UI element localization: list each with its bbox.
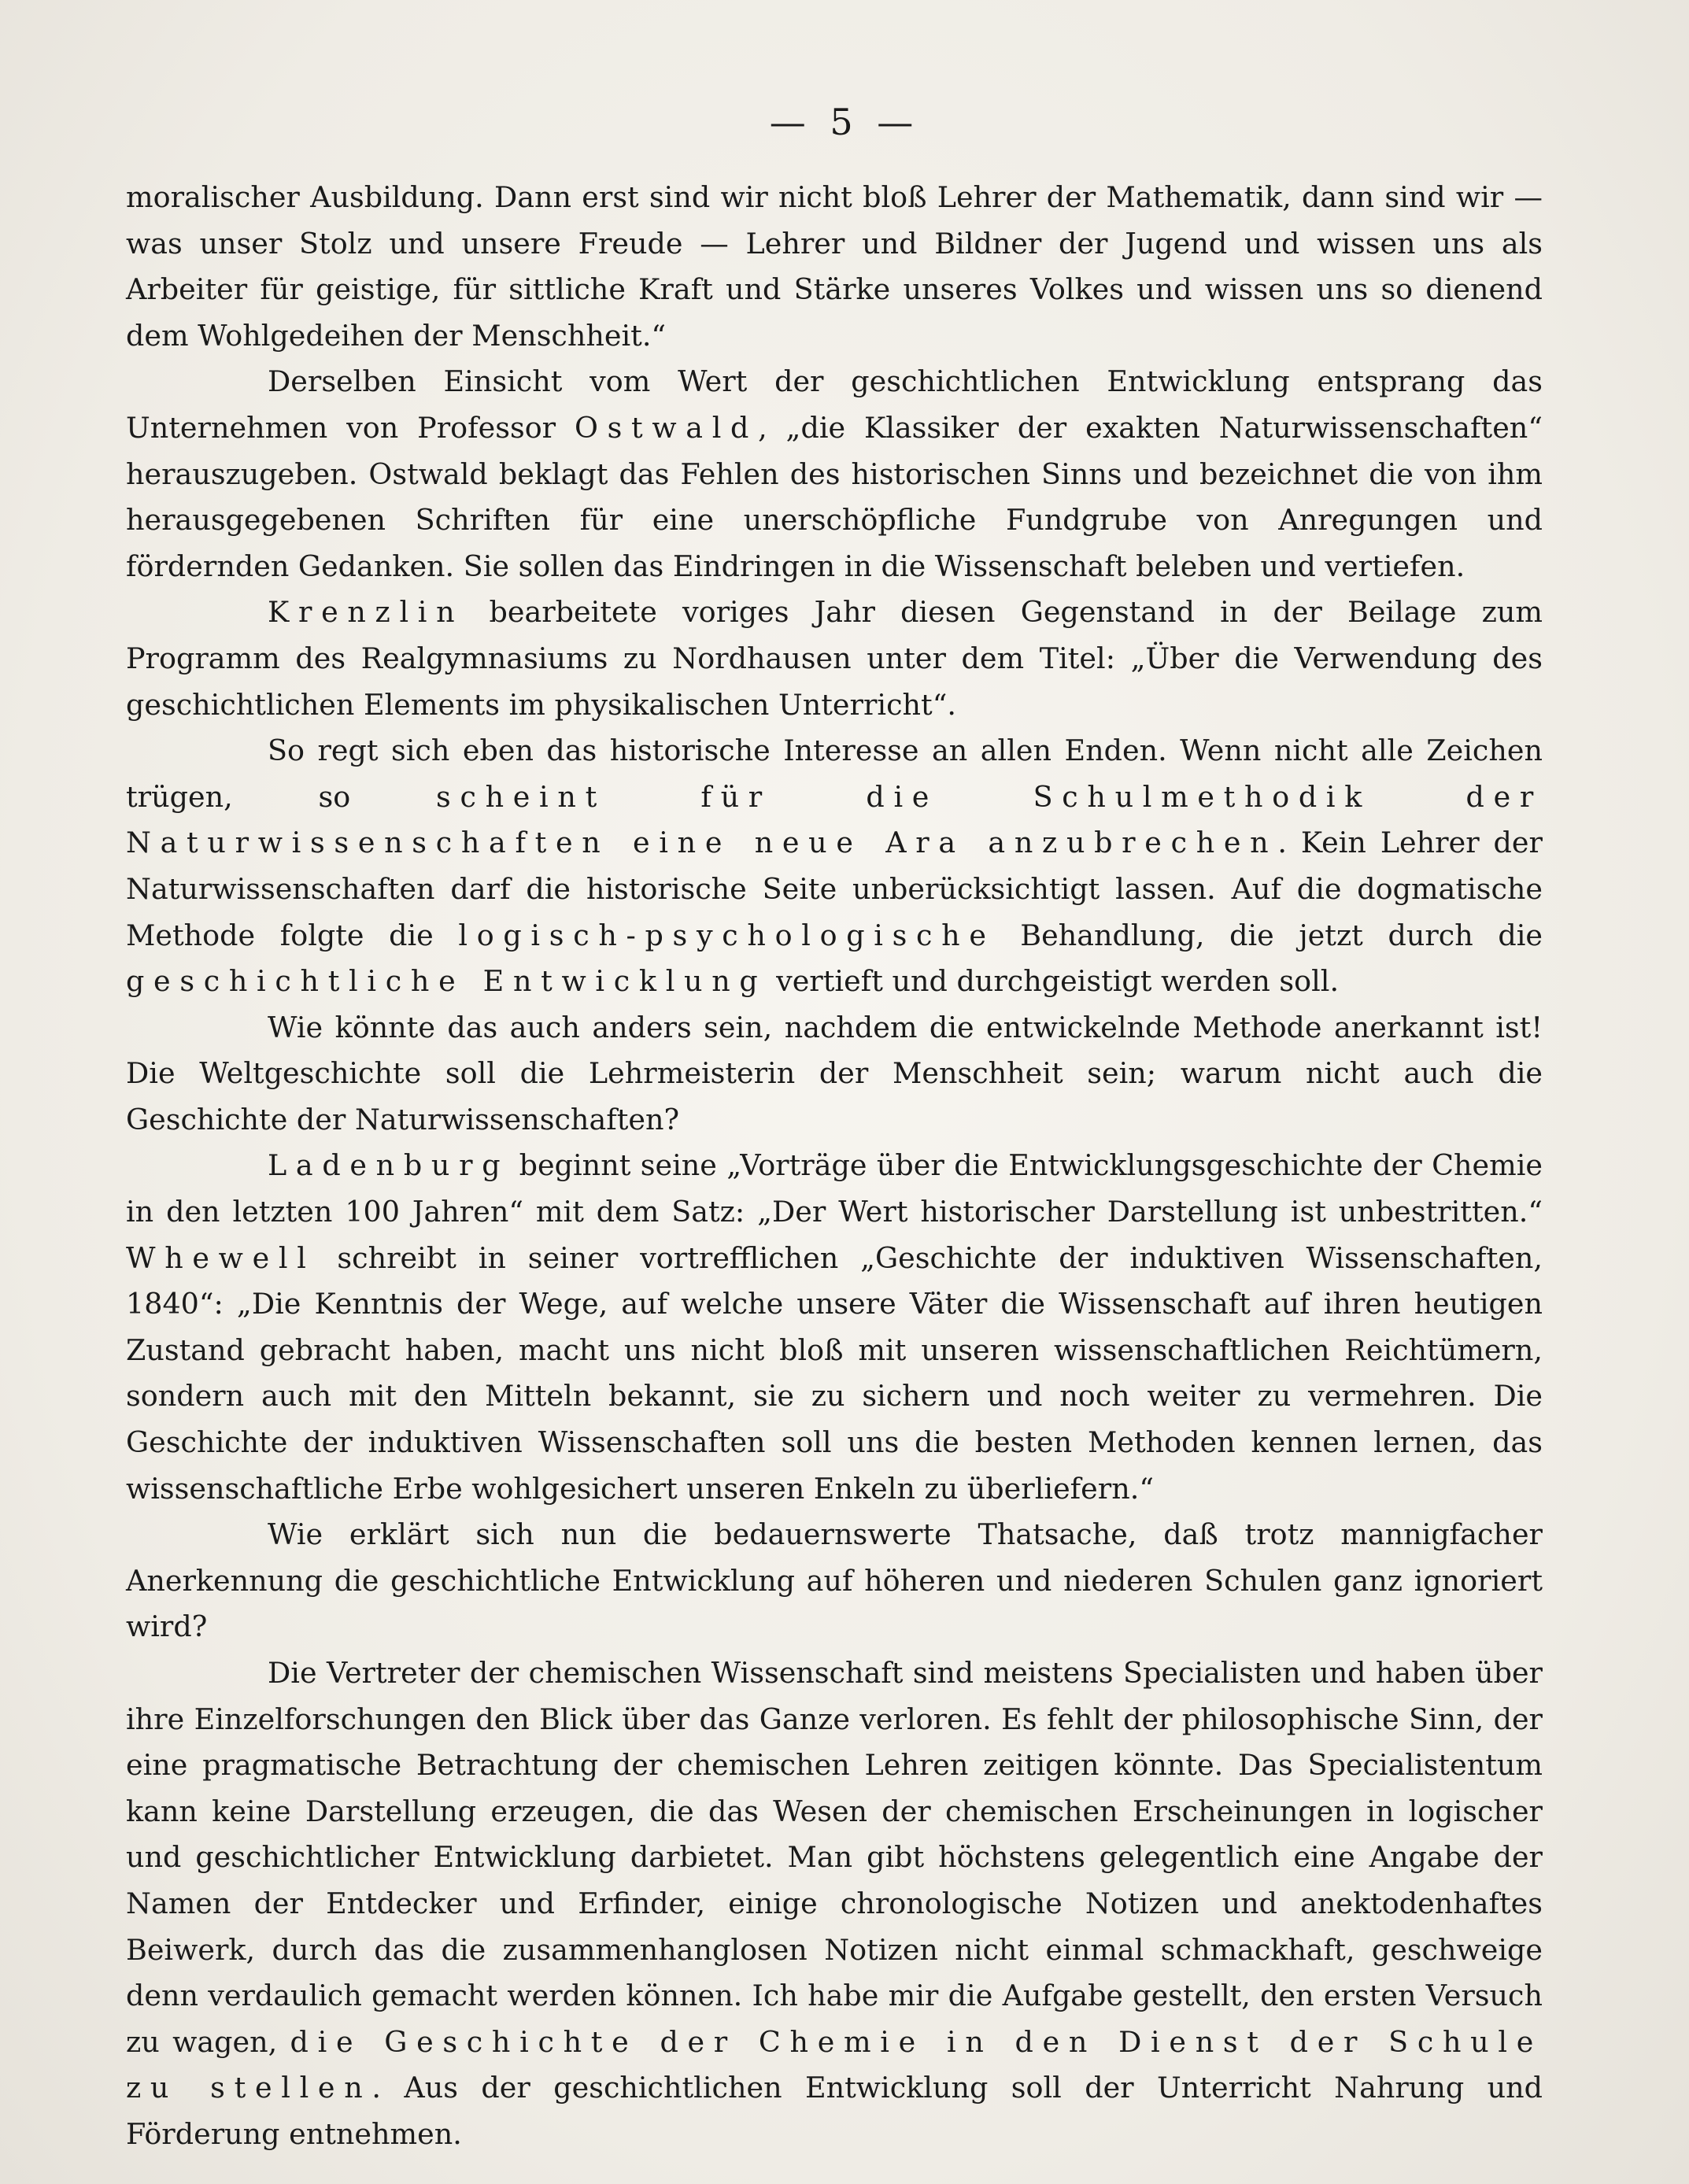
emphasized-text: logisch-psychologische	[458, 918, 996, 952]
emphasized-text: Ostwald	[574, 410, 759, 445]
text-run: Wie könnte das auch anders sein, nachdem die entwickelnde Methode anerkannt ist! Die Weltgeschichte soll die Lehrmeisterin der Menschheit sein; warum nicht auch die Geschichte der Naturwissenschaften?	[126, 1010, 1543, 1136]
emphasized-text: Krenzlin	[268, 595, 464, 630]
paragraph	[126, 728, 1543, 1005]
text-run: Wie erklärt sich nun die bedauernswerte Thatsache, daß trotz mannigfacher Anerkennung die geschichtliche Entwicklung auf höheren und niederen Schulen ganz ignoriert wird?	[126, 1517, 1543, 1644]
text-run: Derselben Einsicht vom Wert der geschichtlichen Entwicklung entsprang das Unternehmen von Professor	[126, 364, 1543, 445]
text-run: So regt sich eben das historische Interesse an allen Enden. Wenn nicht alle Zeichen trügen, so	[126, 734, 1543, 814]
paragraph	[126, 1512, 1543, 1650]
paragraph	[126, 1143, 1543, 1512]
paragraph	[126, 359, 1543, 589]
text-run: vertieft und durchgeistigt werden soll.	[767, 964, 1340, 999]
text-run: Die Vertreter der chemischen Wissenschaft sind meistens Specialisten und haben über ihre Einzelforschungen den Blick über das Ganze verloren. Es fehlt der philosophische Sinn, der eine pragmatische Betrachtung der chemischen Lehren zeitigen könnte. Das Specialistentum kann keine Darstellung erzeugen, die das Wesen der chemischen Erscheinungen in logischer und geschichtlicher Entwicklung darbietet. Man gibt höchstens gelegentlich eine Angabe der Namen der Entdecker und Erfinder, einige chronologische Notizen und anektodenhaftes Beiwerk, durch das die zusammenhanglosen Notizen nicht einmal schmackhaft, geschweige denn verdaulich gemacht werden können. Ich habe mir die Aufgabe gestellt, den ersten Versuch zu wagen,	[126, 1656, 1543, 2059]
emphasized-text: Whewell	[126, 1240, 316, 1275]
text-run: moralischer Ausbildung. Dann erst sind wir nicht bloß Lehrer der Mathematik, dann sind wir — was unser Stolz und unsere Freude — Lehrer und Bildner der Jugend und wissen uns als Arbeiter für geistige, für sittliche Kraft und Stärke unseres Volkes und wissen uns so dienend dem Wohlgedeihen der Menschheit.“	[126, 180, 1543, 353]
paragraph	[126, 589, 1543, 728]
paragraph	[126, 1005, 1543, 1144]
text-run: beginnt seine „Vorträge über die Entwicklungsgeschichte der Chemie in den letzten 100 Jahren“ mit dem Satz: „Der Wert historischer Darstellung ist unbestritten.“	[126, 1148, 1543, 1229]
emphasized-text: die Geschichte der Chemie in den Dienst der Schule zu stellen	[126, 2024, 1543, 2105]
text-run: . Aus der geschichtlichen Entwicklung soll der Unterricht Nahrung und Förderung entnehmen.	[126, 2071, 1543, 2151]
text-run: schreibt in seiner vortrefflichen „Geschichte der induktiven Wissenschaften, 1840“: „Die Kenntnis der Wege, auf welche unsere Väter die Wissenschaft auf ihren heutigen Zustand gebracht haben, macht uns nicht bloß mit unseren wissenschaftlichen Reichtümern, sondern auch mit den Mitteln bekannt, sie zu sichern und noch weiter zu vermehren. Die Geschichte der induktiven Wissenschaften soll uns die besten Methoden kennen lernen, das wissenschaftliche Erbe wohlgesichert unseren Enkeln zu überliefern.“	[126, 1240, 1543, 1506]
body-text	[126, 175, 1543, 2158]
text-run: bearbeitete voriges Jahr diesen Gegenstand in der Beilage zum Programm des Realgymnasiums zu Nordhausen unter dem Titel: „Über die Verwendung des geschichtlichen Elements im physikalischen Unterricht“.	[126, 595, 1543, 722]
page-number: — 5 —	[769, 101, 920, 143]
emphasized-text: geschichtliche Entwicklung	[126, 964, 767, 999]
paragraph	[126, 175, 1543, 359]
emphasized-text: Ladenburg	[268, 1148, 510, 1183]
emphasized-text: scheint für die Schulmethodik der Naturwissenschaften eine neue Ara anzubrechen	[126, 779, 1543, 860]
text-run: . Kein Lehrer der Naturwissenschaften darf die historische Seite unberücksichtigt lassen. Auf die dogmatische Methode folgte die	[126, 826, 1543, 952]
text-run: , „die Klassiker der exakten Naturwissenschaften“ herauszugeben. Ostwald beklagt das Fehlen des historischen Sinns und bezeichnet die von ihm herausgegebenen Schriften für eine unerschöpfliche Fundgrube von Anregungen und fördernden Gedanken. Sie sollen das Eindringen in die Wissenschaft beleben und vertiefen.	[126, 410, 1543, 583]
text-run: Behandlung, die jetzt durch die	[995, 918, 1543, 952]
paragraph	[126, 1650, 1543, 2158]
